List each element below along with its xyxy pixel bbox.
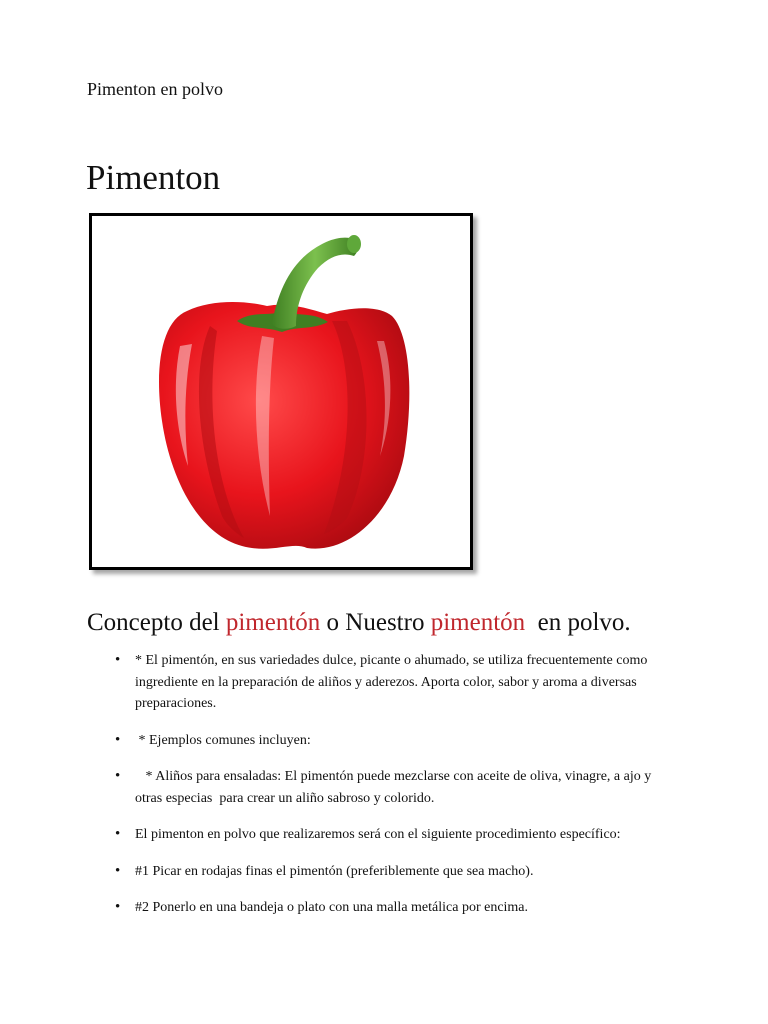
pepper-stem-tip	[347, 235, 361, 253]
pepper-body	[159, 302, 409, 549]
section-heading-part2: o Nuestro	[320, 609, 431, 636]
list-item: • * Ejemplos comunes incluyen:	[115, 730, 680, 752]
section-heading-highlight-2: pimentón	[430, 609, 526, 636]
list-item: • El pimenton en polvo que realizaremos será con el siguiente procedimiento específico:	[115, 824, 680, 846]
list-item: • #2 Ponerlo en una bandeja o plato con una malla metálica por encima.	[115, 897, 680, 919]
section-heading-part3: en polvo.	[525, 609, 631, 636]
list-item: • * Aliños para ensaladas: El pimentón puede mezclarse con aceite de oliva, vinagre, a ajo y otras especias para crear un aliño sabroso y colorido.	[115, 766, 680, 809]
bullet-list	[115, 650, 680, 934]
document-title: Pimenton	[86, 158, 221, 197]
section-heading-highlight-1: pimentón	[225, 609, 321, 636]
section-heading	[87, 606, 631, 640]
section-heading-part1: Concepto del	[87, 609, 226, 636]
list-item: • #1 Picar en rodajas finas el pimentón (preferiblemente que sea macho).	[115, 861, 680, 883]
list-item: • * El pimentón, en sus variedades dulce, picante o ahumado, se utiliza frecuentemente como ingrediente en la preparación de aliños y aderezos. Aporta color, sabor y aroma a diversas preparaciones.	[115, 650, 680, 715]
pepper-figure-frame	[89, 213, 473, 570]
red-bell-pepper-image	[92, 216, 470, 567]
document-header: Pimenton en polvo	[87, 79, 223, 99]
